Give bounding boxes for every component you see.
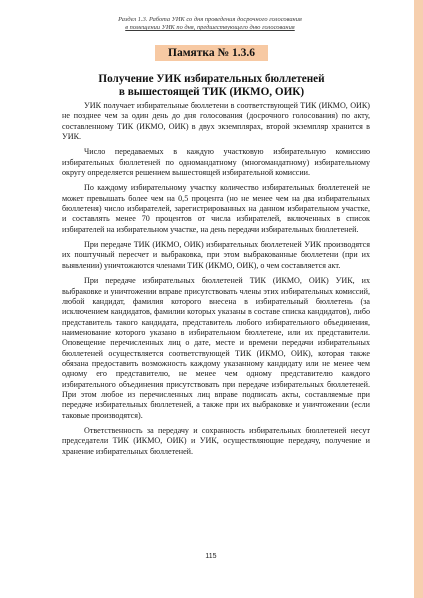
paragraph: Ответственность за передачу и сохранность избирательных бюллетеней несут председатели ТИК (ИКМО, ОИК) и УИК, осуществляющие передачу, получение и хранение избирательных бюллетеней.	[62, 425, 370, 456]
page-title-line-2: в вышестоящей ТИК (ИКМО, ОИК)	[118, 86, 305, 98]
running-header-line-1: Раздел 1.3. Работа УИК со дня проведения досрочного голосования	[118, 16, 302, 23]
paragraph: При передаче ТИК (ИКМО, ОИК) избирательных бюллетеней УИК производятся их поштучный пересчет и выбраковка, при этом выбракованные бюллетени (при их выявлении) уничтожаются членами ТИК (ИКМО, ОИК), о чем составляется акт.	[62, 240, 370, 270]
page-title-line-1: Получение УИК избирательных бюллетеней	[98, 73, 325, 85]
page-number: 115	[205, 553, 217, 560]
paragraph: При передаче избирательных бюллетеней ТИК (ИКМО, ОИК) УИК, их выбраковке и уничтожении вправе присутствовать члены этих избирательных комиссий, любой кандидат, фамилия которого внесена в избирательный бюллетень (за исключением кандидатов, фамилии которых указаны в составе списка кандидатов), либо представитель такого кандидата, представитель любого избирательного объединения, наименование которого указано в избирательном бюллетене, или их представители. Оповещение перечисленных лиц о дате, месте и времени передачи избирательных бюллетеней осуществляется соответствующей ТИК (ИКМО, ОИК), которая также обязана предоставить возможность каждому указанному кандидату или не менее чем одному его представителю, не менее чем одному представителю каждого избирательного объединения присутствовать при передаче избирательных бюллетеней. При этом любое из перечисленных лиц вправе подписать акты, составляемые при передаче избирательных бюллетеней, а также при их выбраковке и уничтожении (если таковые производятся).	[62, 276, 370, 420]
memo-number-label: Памятка № 1.3.6	[155, 45, 268, 61]
side-decorative-bar	[414, 0, 423, 598]
paragraph: По каждому избирательному участку количество избирательных бюллетеней не может превышать более чем на 0,5 процента (но не менее чем на два избирательных бюллетеня) число избирателей, зарегистрированных на данном избирательном участке, и составлять менее 70 процентов от числа избирателей, включенных в список избирателей на избирательном участке, на день передачи избирательных бюллетеней.	[62, 183, 370, 234]
running-header-line-2: в помещении УИК по дня, предшествующего дню голосования	[125, 24, 295, 32]
paragraph: Число передаваемых в каждую участковую избирательную комиссию избирательных бюллетеней по одномандатному (многомандатному) избирательному округу определяется решением вышестоящей избирательной комиссии.	[62, 147, 370, 178]
paragraph: УИК получает избирательные бюллетени в соответствующей ТИК (ИКМО, ОИК) не позднее чем за один день до дня голосования (досрочного голосования) по акту, составленному ТИК (ИКМО, ОИК) в двух экземплярах, второй экземпляр хранится в УИК.	[62, 101, 370, 142]
body-text	[62, 101, 370, 462]
running-header	[60, 16, 360, 32]
page-title	[40, 73, 383, 99]
